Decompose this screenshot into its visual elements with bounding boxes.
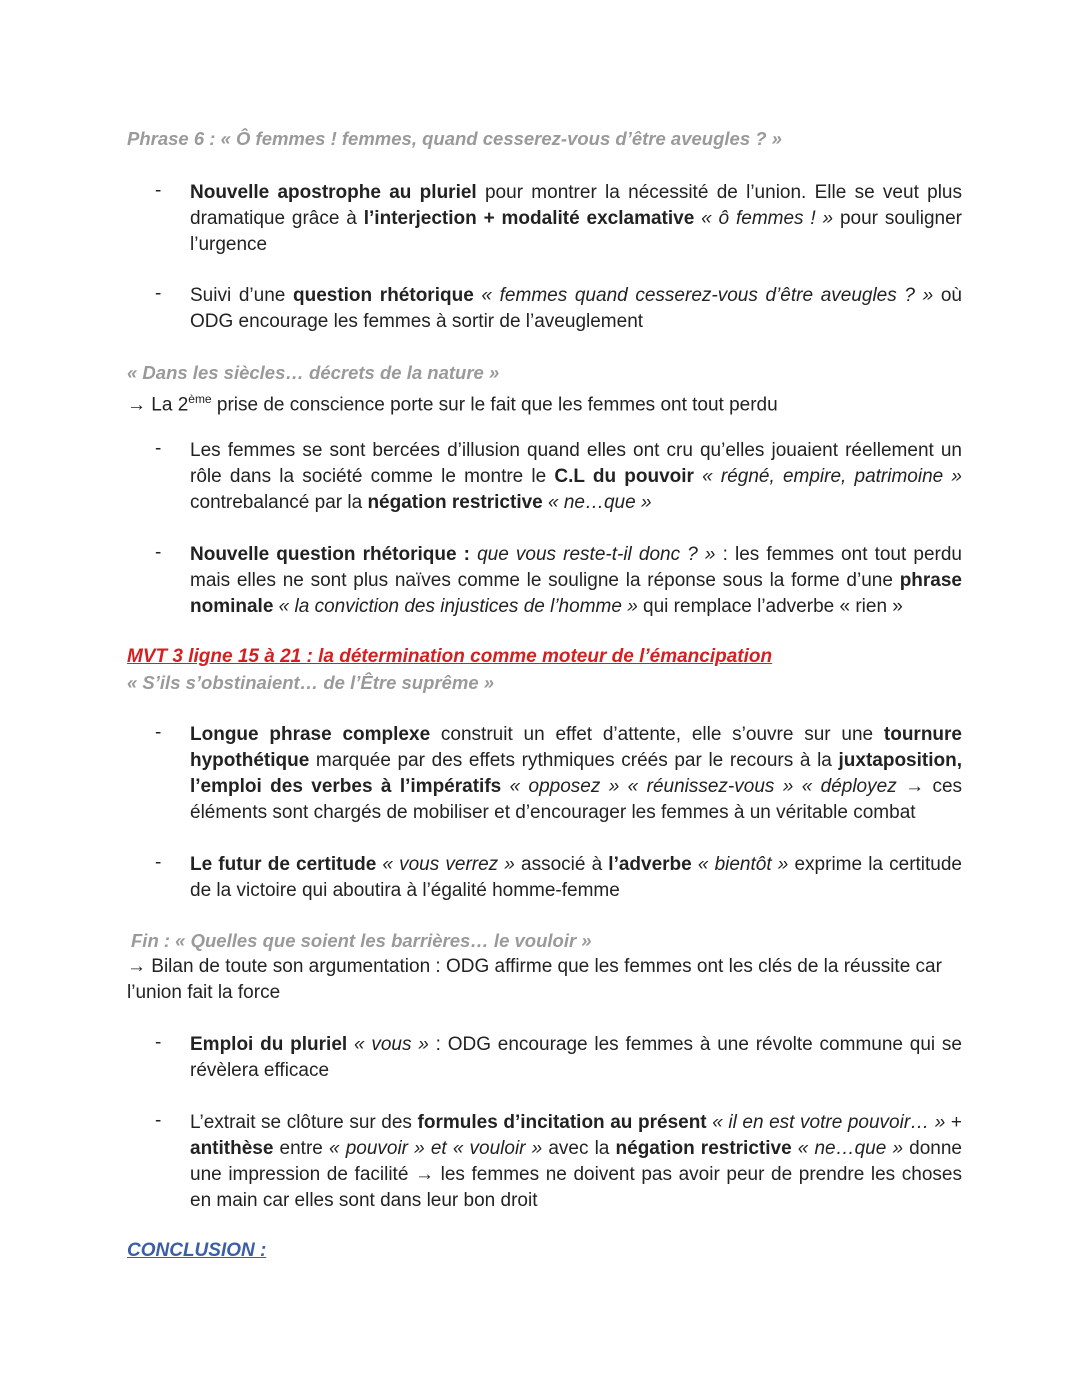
quote-text: « ne…que » xyxy=(542,492,652,513)
quote-text: « régné, empire, patrimoine » xyxy=(693,466,962,487)
strong-text: l’interjection + modalité exclamative xyxy=(363,208,695,229)
plain-text: Les femmes se sont bercées d’illusion quand elles ont cru qu’elles jouaient réellement un rôle dans la société comme le montre le xyxy=(190,440,962,487)
bullet-futur-certitude xyxy=(127,852,962,904)
bullet-text xyxy=(190,722,962,826)
quote-text: « bientôt » xyxy=(691,854,789,875)
plain-text: associé à xyxy=(514,854,609,875)
plain-text: où ODG encourage les femmes à sortir de l’aveuglement xyxy=(190,285,962,332)
plain-text: Suivi d’une xyxy=(190,285,293,306)
plain-text: → ces éléments sont chargés de mobiliser et d’encourager les femmes à un véritable combat xyxy=(190,776,963,823)
bullet-dash: - xyxy=(155,1110,162,1131)
plain-text: construit un effet d’attente, elle s’ouvre sur une xyxy=(430,724,884,745)
plain-text: + xyxy=(945,1112,963,1133)
plain-text: pour souligner l’urgence xyxy=(190,208,962,255)
mvt3-subheading: « S’ils s’obstinaient… de l’Être suprême » xyxy=(127,672,495,693)
plain-text: contrebalancé par la xyxy=(190,492,368,513)
quote-text: que vous reste-t-il donc ? » xyxy=(469,544,716,565)
bullet-dash: - xyxy=(155,852,162,873)
plain-text: L’extrait se clôture sur des xyxy=(190,1112,418,1133)
quote-text: « femmes quand cesserez-vous d’être aveugles ? » xyxy=(473,285,934,306)
plain-text: exprime la certitude de la victoire qui aboutira à l’égalité homme-femme xyxy=(190,854,962,901)
bullet-emploi-pluriel xyxy=(127,1032,962,1084)
quote-text: « opposez » « réunissez-vous » « déployez xyxy=(501,776,897,797)
bullet-text xyxy=(190,1110,962,1214)
phrase6-heading: Phrase 6 : « Ô femmes ! femmes, quand cesserez-vous d’être aveugles ? » xyxy=(127,128,782,149)
plain-text: qui remplace l’adverbe « rien » xyxy=(637,596,903,617)
fin-arrow-line: → Bilan de toute son argumentation : ODG affirme que les femmes ont les clés de la réussite car l’union fait la force xyxy=(127,956,942,1003)
fin-heading: Fin : « Quelles que soient les barrières… le vouloir » xyxy=(131,930,592,951)
strong-text: phrase nominale xyxy=(190,570,962,617)
plain-text: prise de conscience porte sur le fait que les femmes ont tout perdu xyxy=(211,394,778,416)
strong-text: tournure hypothétique xyxy=(190,724,962,771)
plain-text: marquée par des effets rythmiques créés par le recours à la xyxy=(309,750,839,771)
plain-text: avec la xyxy=(542,1138,616,1159)
superscript: ème xyxy=(188,392,212,406)
bullet-longue-phrase xyxy=(127,722,962,826)
plain-text: : ODG encourage les femmes à une révolte commune qui se révèlera efficace xyxy=(190,1034,962,1081)
section2-arrow-line xyxy=(127,386,962,418)
bullet-dash: - xyxy=(155,438,162,459)
strong-text: Emploi du pluriel xyxy=(190,1034,348,1055)
strong-text: négation restrictive xyxy=(367,492,543,513)
bullet-text xyxy=(190,180,962,258)
quote-text: « pouvoir » et « vouloir » xyxy=(329,1138,543,1159)
bullet-dash: - xyxy=(155,722,162,743)
bullet-text xyxy=(190,283,962,335)
plain-text: pour montrer la nécessité de l’union. Elle se veut plus dramatique grâce à xyxy=(190,182,962,229)
quote-text: « vous verrez » xyxy=(376,854,515,875)
bullet-text xyxy=(190,1032,962,1084)
strong-text: C.L du pouvoir xyxy=(554,466,694,487)
bullet-text xyxy=(190,852,962,904)
quote-text: « vous » xyxy=(347,1034,429,1055)
quote-text: « la conviction des injustices de l’homme » xyxy=(273,596,638,617)
conclusion-heading: CONCLUSION : xyxy=(127,1240,267,1261)
bullet-extrait-cloture xyxy=(127,1110,962,1214)
plain-text: → La 2 xyxy=(127,394,189,416)
bullet-dash: - xyxy=(155,180,162,201)
bullet-nouvelle-question xyxy=(127,542,962,620)
bullet-illusion xyxy=(127,438,962,516)
bullet-dash: - xyxy=(155,283,162,304)
strong-text: Nouvelle question rhétorique : xyxy=(190,544,470,565)
strong-text: l’adverbe xyxy=(608,854,692,875)
strong-text: antithèse xyxy=(190,1138,274,1159)
strong-text: Longue phrase complexe xyxy=(190,724,431,745)
strong-text: Nouvelle apostrophe au pluriel xyxy=(190,182,477,203)
quote-text: « il en est votre pouvoir… » xyxy=(706,1112,946,1133)
strong-text: négation restrictive xyxy=(615,1138,792,1159)
plain-text: donne une impression de facilité → les femmes ne doivent pas avoir peur de prendre les choses en main car elles sont dans leur bon droit xyxy=(190,1138,962,1211)
bullet-nouvelle-apostrophe xyxy=(127,180,962,258)
strong-text: Le futur de certitude xyxy=(190,854,377,875)
bullet-text xyxy=(190,542,962,620)
section2-heading: « Dans les siècles… décrets de la nature » xyxy=(127,362,500,383)
strong-text: formules d’incitation au présent xyxy=(417,1112,707,1133)
plain-text: entre xyxy=(273,1138,329,1159)
mvt3-title: MVT 3 ligne 15 à 21 : la détermination comme moteur de l’émancipation xyxy=(127,646,773,667)
plain-text: : les femmes ont tout perdu mais elles ne sont plus naïves comme le souligne la réponse sous la forme d’une xyxy=(190,544,962,591)
bullet-dash: - xyxy=(155,542,162,563)
quote-text: « ô femmes ! » xyxy=(694,208,834,229)
quote-text: « ne…que » xyxy=(791,1138,904,1159)
strong-text: question rhétorique xyxy=(292,285,474,306)
strong-text: juxtaposition, l’emploi des verbes à l’impératifs xyxy=(190,750,962,797)
bullet-dash: - xyxy=(155,1032,162,1053)
bullet-question-rhetorique xyxy=(127,283,962,335)
bullet-text xyxy=(190,438,962,516)
